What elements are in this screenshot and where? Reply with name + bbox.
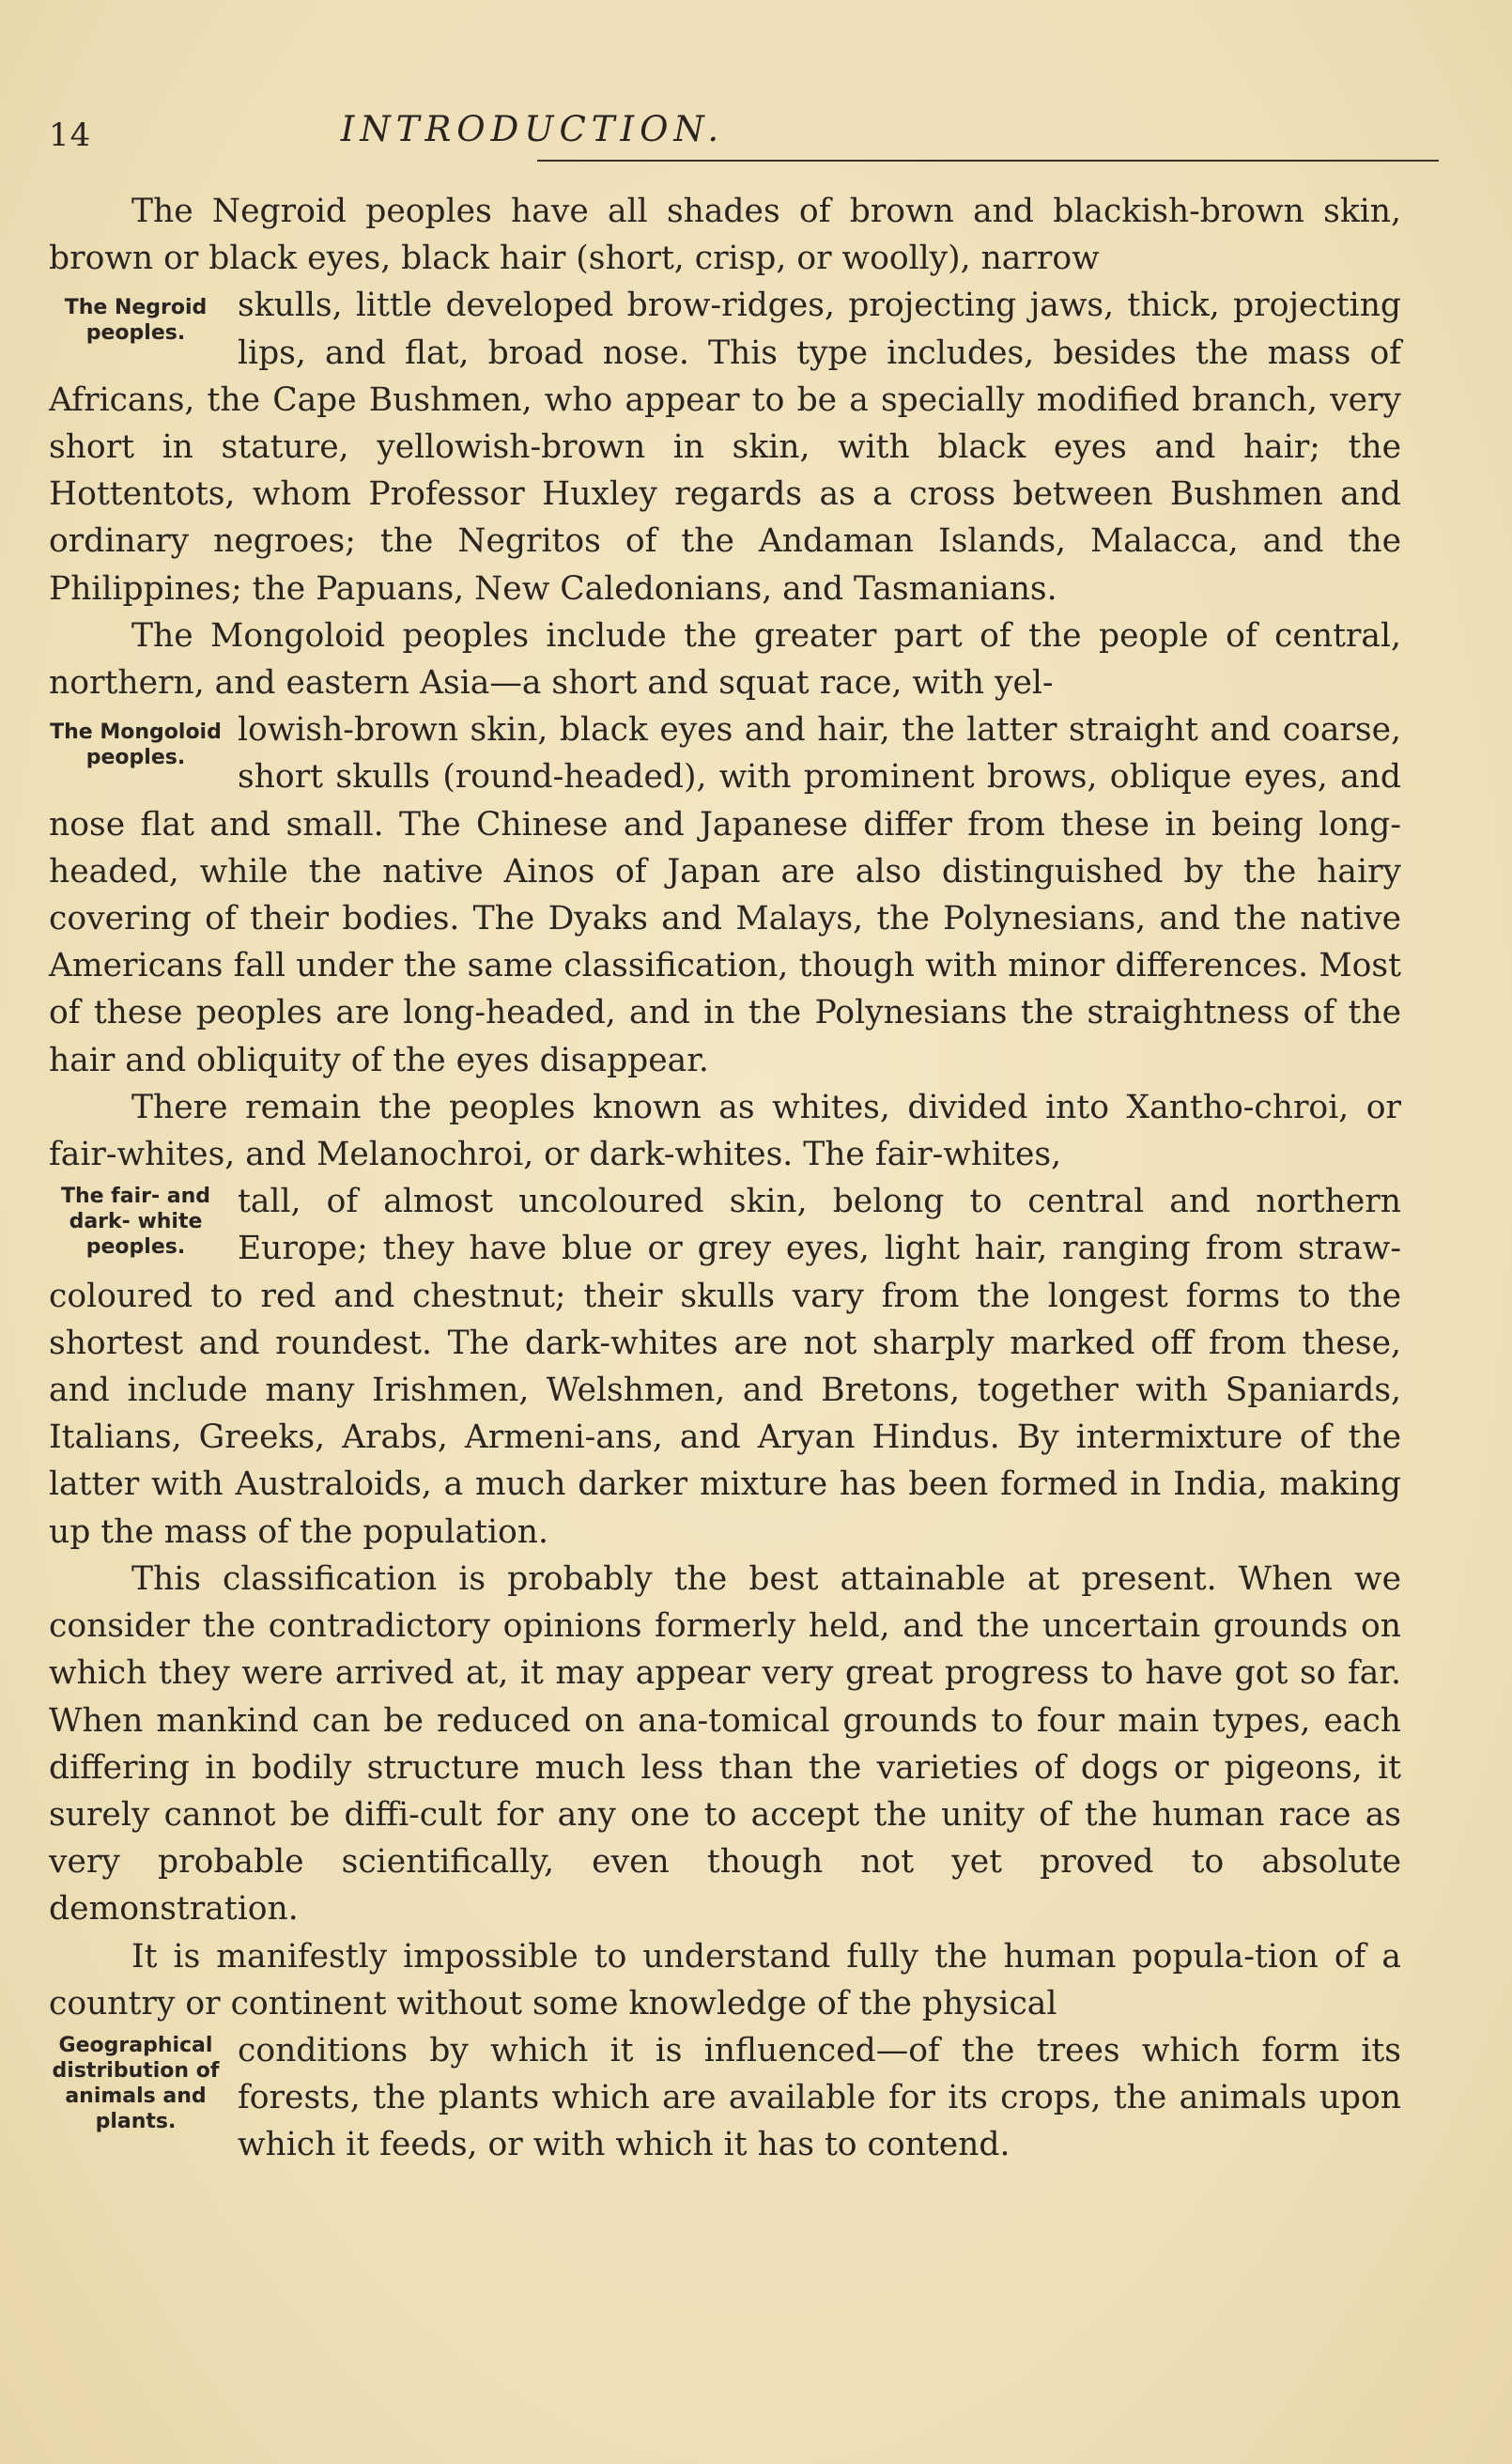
paragraph-negroid-continued [49,282,1401,612]
margin-note-whites: The fair- and dark- white peoples. [60,1185,211,1260]
paragraph-text-body: tall, of almost uncoloured skin, belong to central and northern Europe; they have blue or grey eyes, light hair, ranging from straw-coloured to red and chestnut; their skulls vary from the longest forms to the shortest and roundest. The dark-whites are not sharply marked off from these, and include many Irishmen, Welshmen, and Bretons, together with Spaniards, Italians, Greeks, Arabs, Armeni-ans, and Aryan Hindus. By intermixture of the latter with Australoids, a much darker mixture has been formed in India, making up the mass of the population. [49,1183,1401,1551]
paragraph-whites-continued [49,1178,1401,1556]
paragraph-negroid [49,188,1401,282]
paragraph-text-lead: There remain the peoples known as whites, divided into Xantho-chroi, or fair-whites, and Melanochroi, or dark-whites. The fair-whites, [49,1088,1401,1174]
paragraph-classification [49,1556,1401,1933]
paragraph-text-body: conditions by which it is influenced—of the trees which form its forests, the plants which are available for its crops, the animals upon which it feeds, or with which it has to contend. [238,2031,1401,2164]
paragraph-text-body: lowish-brown skin, black eyes and hair, the latter straight and coarse, short skulls (round-headed), with prominent brows, oblique eyes, and nose flat and small. The Chinese and Japanese differ from these in being long-headed, while the native Ainos of Japan are also distinguished by the hairy covering of their bodies. The Dyaks and Malays, the Polynesians, and the native Americans fall under the same classification, though with minor differences. Most of these peoples are long-headed, and in the Polynesians the straightness of the hair and obliquity of the eyes disappear. [49,711,1401,1079]
paragraph-whites [49,1084,1401,1178]
margin-note-geography: Geographical distribution of animals and plants. [52,2033,220,2133]
paragraph-text-lead: This classification is probably the best attainable at present. When we consider the contradictory opinions formerly held, and the uncertain grounds on which they were arrived at, it may appear very great progress to have got so far. When mankind can be reduced on ana-tomical grounds to four main types, each differing in bodily structure much less than the varieties of dogs or pigeons, it surely cannot be diffi-cult for any one to accept the unity of the human race as very probable scientifically, even though not yet proved to absolute demonstration. [49,1559,1401,1929]
paragraph-text-lead: It is manifestly impossible to understand fully the human popula-tion of a country or continent without some knowledge of the physical [49,1937,1401,2022]
margin-note-mongoloid: The Mongoloid peoples. [50,721,222,770]
paragraph-text-lead: The Mongoloid peoples include the greater part of the people of central, northern, and eastern Asia—a short and squat race, with yel- [49,616,1401,703]
body-text [49,188,1401,2169]
page-header [49,98,1495,154]
margin-note-negroid: The Negroid peoples. [64,296,208,346]
header-rule [537,160,1439,162]
paragraph-text-body: skulls, little developed brow-ridges, projecting jaws, thick, projecting lips, and flat, broad nose. This type includes, besides the mass of Africans, the Cape Bushmen, who appear to be a specially modified branch, very short in stature, yellowish-brown in skin, with black eyes and hair; the Hottentots, whom Professor Huxley regards as a cross between Bushmen and ordinary negroes; the Negritos of the Andaman Islands, Malacca, and the Philippines; the Papuans, New Caledonians, and Tasmanians. [49,287,1401,608]
paragraph-text-lead: The Negroid peoples have all shades of brown and blackish-brown skin, brown or black eyes, black hair (short, crisp, or woolly), narrow [49,193,1401,278]
running-title: INTRODUCTION. [340,109,725,149]
paragraph-mongoloid [49,612,1401,706]
paragraph-geography [49,1933,1401,2027]
paragraph-geography-continued [49,2027,1401,2169]
page-number: 14 [49,116,92,154]
paragraph-mongoloid-continued [49,706,1401,1084]
